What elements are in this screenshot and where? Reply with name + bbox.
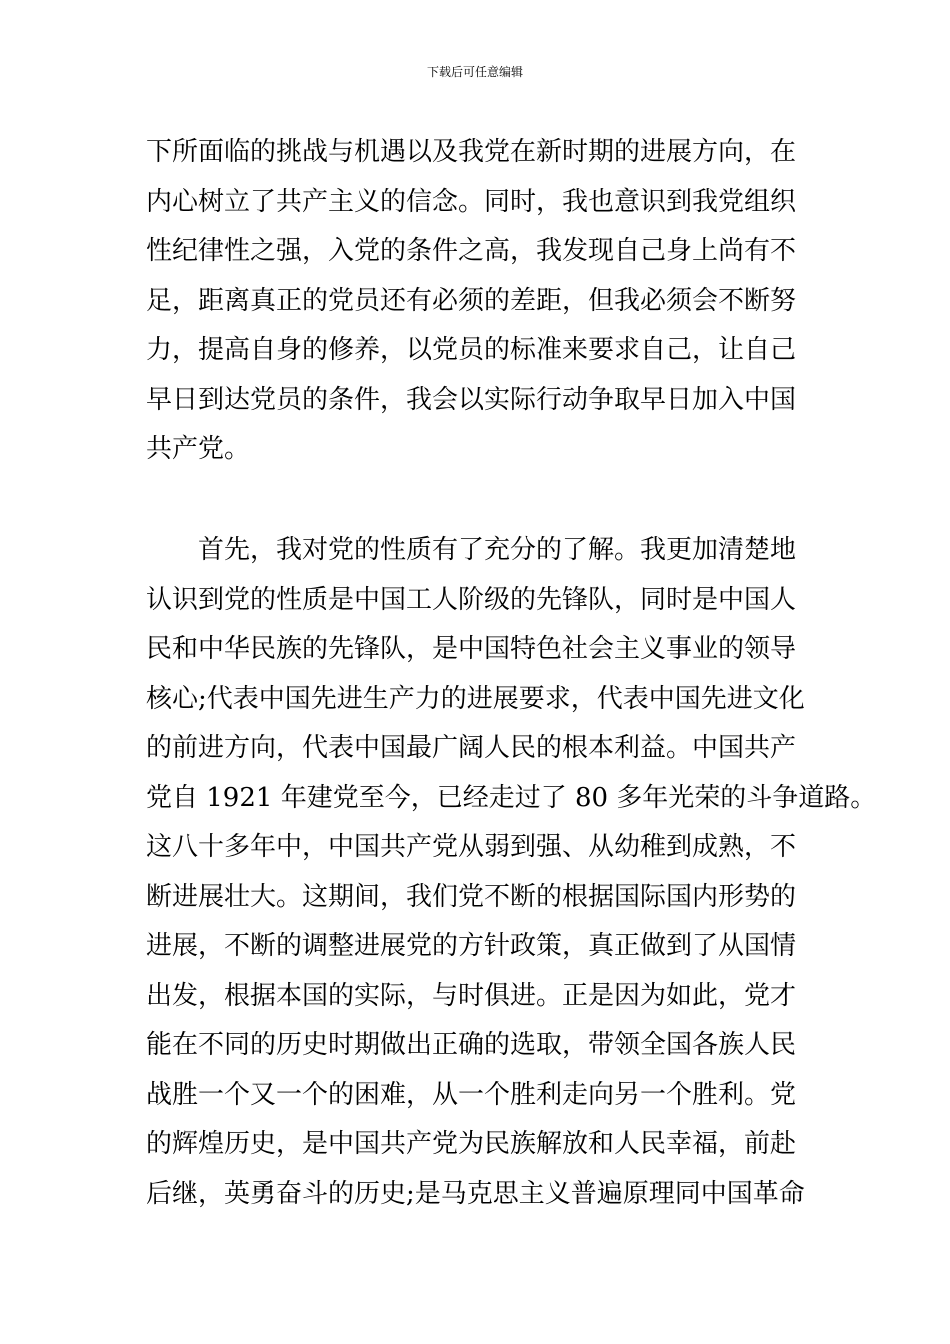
text-line: 性纪律性之强，入党的条件之高，我发现自己身上尚有不 bbox=[146, 236, 797, 266]
paragraph-continuation bbox=[146, 128, 796, 475]
text-line: 早日到达党员的条件，我会以实际行动争取早日加入中国 bbox=[146, 384, 797, 415]
text-line: 这八十多年中，中国共产党从弱到强、从幼稚到成熟，不 bbox=[146, 832, 797, 862]
text-line: 的前进方向，代表中国最广阔人民的根本利益。中国共产 bbox=[146, 733, 797, 763]
text-line: 能在不同的历史时期做出正确的选取，带领全国各族人民 bbox=[146, 1030, 797, 1060]
paragraph-party-nature bbox=[146, 526, 876, 1219]
text-line: 认识到党的性质是中国工人阶级的先锋队，同时是中国人 bbox=[146, 584, 797, 615]
text-line: 共产党。 bbox=[146, 434, 251, 464]
text-line: 力，提高自身的修养，以党员的标准来要求自己，让自己 bbox=[146, 335, 797, 365]
text-line: 进展，不断的调整进展党的方针政策，真正做到了从国情 bbox=[146, 931, 797, 961]
text-line: 断进展壮大。这期间，我们党不断的根据国际国内形势的 bbox=[146, 881, 797, 912]
text-line: 战胜一个又一个的困难，从一个胜利走向另一个胜利。党 bbox=[146, 1079, 797, 1110]
text-line: 首先，我对党的性质有了充分的了解。我更加清楚地 bbox=[146, 535, 797, 565]
text-line: 内心树立了共产主义的信念。同时，我也意识到我党组织 bbox=[146, 186, 797, 217]
text-line: 党自 1921 年建党至今，已经走过了 80 多年光荣的斗争道路。 bbox=[146, 782, 877, 813]
text-line: 足，距离真正的党员还有必须的差距，但我必须会不断努 bbox=[146, 285, 797, 316]
text-line: 后继，英勇奋斗的历史;是马克思主义普遍原理同中国革命 bbox=[146, 1178, 805, 1209]
text-line: 核心;代表中国先进生产力的进展要求，代表中国先进文化 bbox=[146, 683, 805, 714]
text-line: 出发，根据本国的实际，与时俱进。正是因为如此，党才 bbox=[146, 980, 797, 1011]
text-line: 的辉煌历史，是中国共产党为民族解放和人民幸福，前赴 bbox=[146, 1129, 797, 1159]
page-header: 下载后可任意编辑 bbox=[426, 65, 523, 79]
text-line: 下所面临的挑战与机遇以及我党在新时期的进展方向，在 bbox=[146, 137, 797, 167]
text-line: 民和中华民族的先锋队，是中国特色社会主义事业的领导 bbox=[146, 634, 797, 664]
